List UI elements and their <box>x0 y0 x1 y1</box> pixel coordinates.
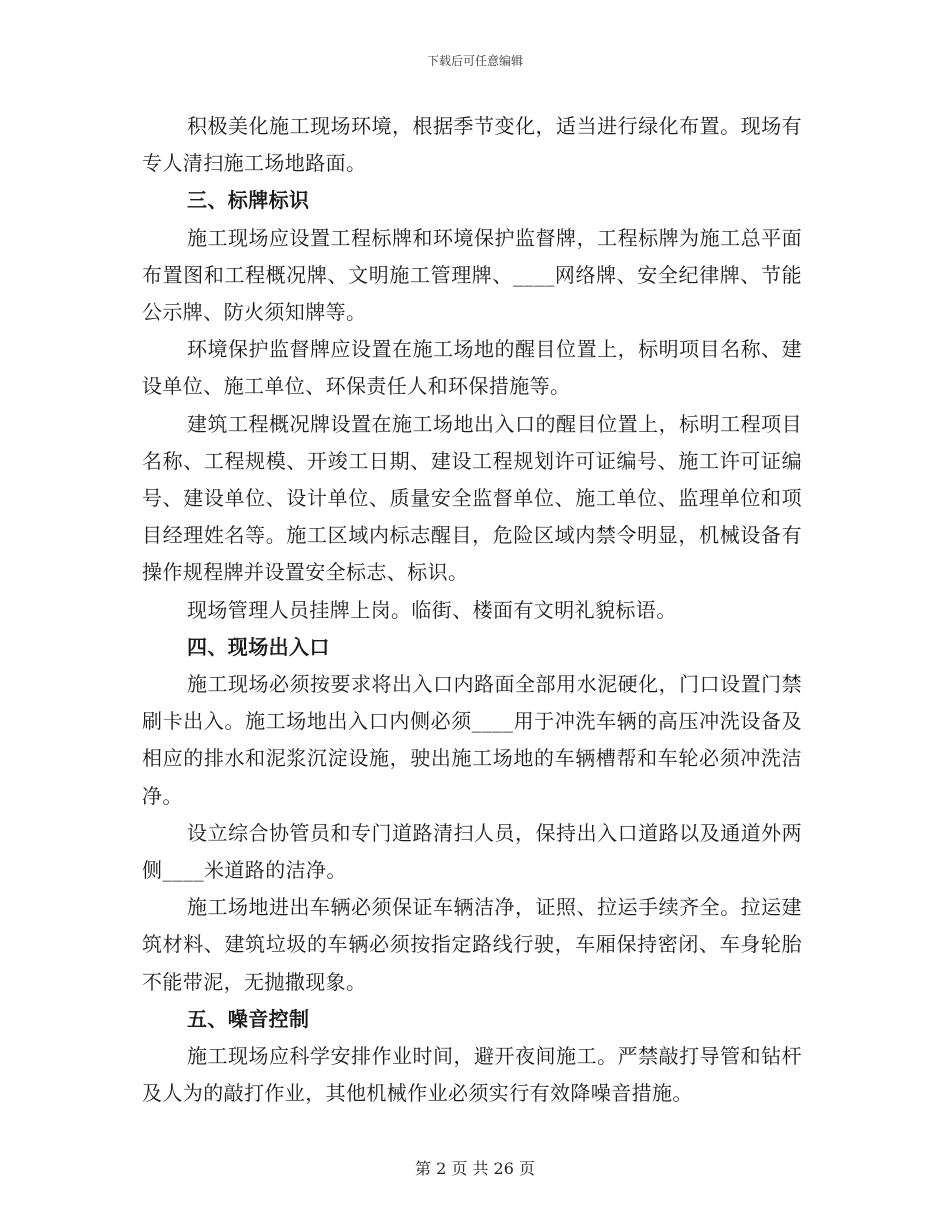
document-body <box>142 108 802 1112</box>
section-heading-entrance: 四、现场出入口 <box>187 634 330 659</box>
page-number-footer: 第 2 页 共 26 页 <box>415 1159 535 1178</box>
paragraph-greening: 积极美化施工现场环境，根据季节变化，适当进行绿化布置。现场有专人清扫施工场地路面。 <box>142 114 802 176</box>
paragraph-staff-badges: 现场管理人员挂牌上岗。临街、楼面有文明礼貌标语。 <box>187 597 677 622</box>
paragraph-project-overview-board: 建筑工程概况牌设置在施工场地出入口的醒目位置上，标明工程项目名称、工程规模、开竣工日期、建设工程规划许可证编号、施工许可证编号、建设单位、设计单位、质量安全监督单位、施工单位、监理单位和项目经理姓名等。施工区域内标志醒目，危险区域内禁令明显，机械设备有操作规程牌并设置安全标志、标识。 <box>142 411 802 585</box>
paragraph-project-signs: 施工现场应设置工程标牌和环境保护监督牌，工程标牌为施工总平面布置图和工程概况牌、文明施工管理牌、____网络牌、安全纪律牌、节能公示牌、防火须知牌等。 <box>142 225 802 325</box>
section-heading-signage: 三、标牌标识 <box>187 188 310 213</box>
section-heading-noise: 五、噪音控制 <box>187 1006 310 1031</box>
page-header-note: 下载后可任意编辑 <box>426 54 523 68</box>
paragraph-entrance-hardening: 施工现场必须按要求将出入口内路面全部用水泥硬化，门口设置门禁刷卡出入。施工场地出入口内侧必须____用于冲洗车辆的高压冲洗设备及相应的排水和泥浆沉淀设施，驶出施工场地的车辆槽帮和车轮必须冲洗洁净。 <box>142 672 802 808</box>
paragraph-environment-board: 环境保护监督牌应设置在施工场地的醒目位置上，标明项目名称、建设单位、施工单位、环保责任人和环保措施等。 <box>142 337 802 399</box>
paragraph-vehicle-cleanliness: 施工场地进出车辆必须保证车辆洁净，证照、拉运手续齐全。拉运建筑材料、建筑垃圾的车辆必须按指定路线行驶，车厢保持密闭、车身轮胎不能带泥，无抛撒现象。 <box>142 895 802 994</box>
paragraph-road-cleaning: 设立综合协管员和专门道路清扫人员，保持出入口道路以及通道外两侧____米道路的洁净。 <box>142 820 802 883</box>
paragraph-noise-control: 施工现场应科学安排作业时间，避开夜间施工。严禁敲打导管和钻杆及人为的敲打作业，其他机械作业必须实行有效降噪音措施。 <box>142 1044 802 1106</box>
